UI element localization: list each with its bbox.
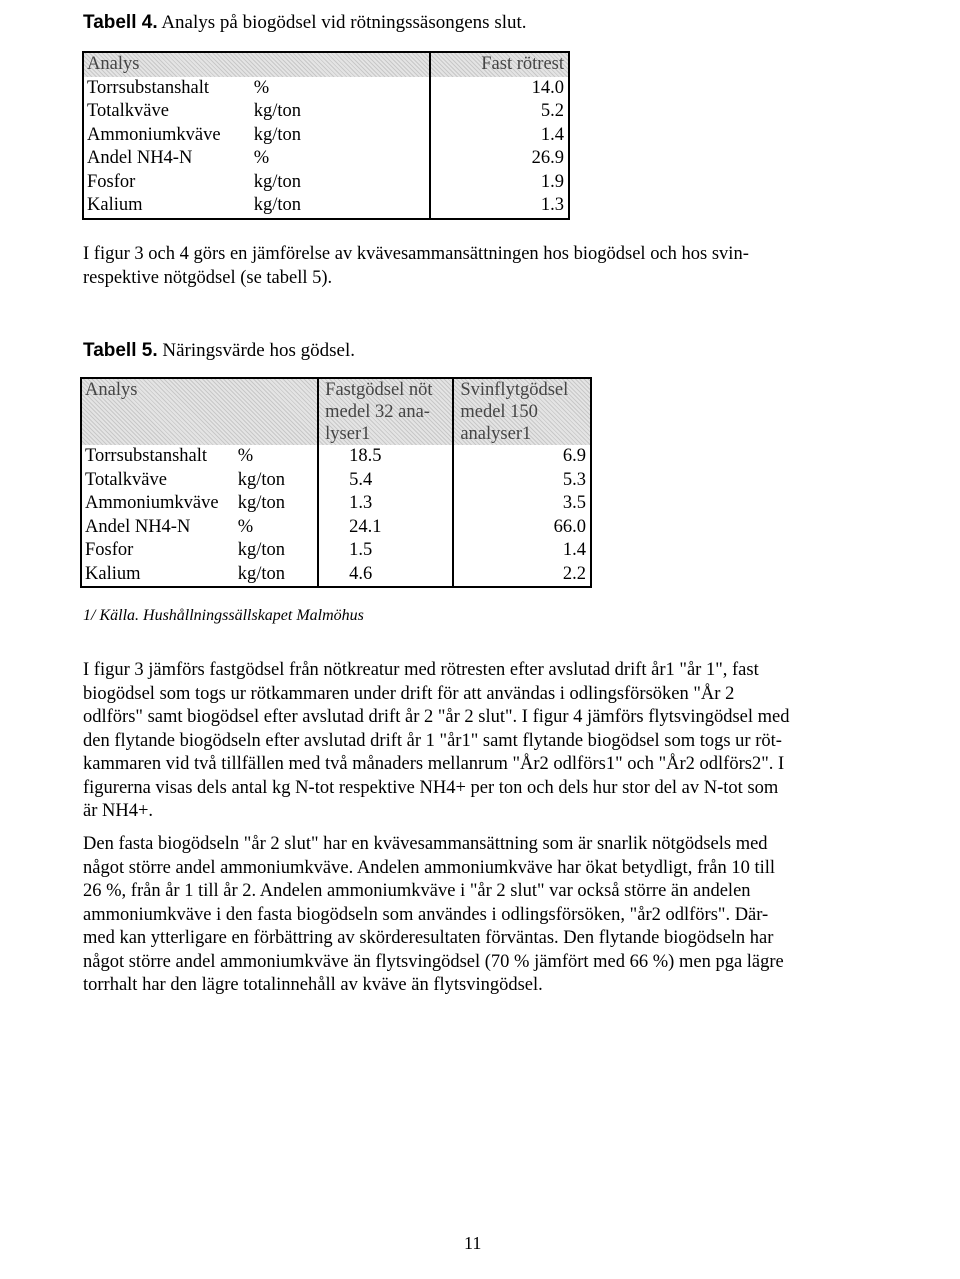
value-fast-rotrest: 26.9 (430, 147, 569, 171)
row-unit: % (237, 446, 254, 466)
table4-row (83, 147, 569, 171)
paragraph-2 (83, 659, 873, 824)
table4 (82, 51, 570, 220)
row-unit: % (253, 148, 270, 168)
intro-paragraph (83, 243, 883, 290)
table5-header-col2-line: analyser1 (460, 424, 532, 444)
row-unit: kg/ton (253, 195, 302, 215)
table5-row (81, 516, 591, 540)
value-fast-rotrest: 1.4 (430, 124, 569, 148)
value-svinflytgodsel: 2.2 (453, 563, 591, 588)
row-unit: kg/ton (253, 171, 302, 192)
table4-row (83, 124, 569, 148)
value-svinflytgodsel: 1.4 (453, 539, 591, 563)
table4-caption (83, 12, 527, 34)
table5-header-row (81, 378, 591, 445)
intro-line: respektive nötgödsel (se tabell 5). (83, 267, 333, 288)
row-label: Totalkväve (85, 469, 167, 490)
row-label: Kalium (85, 563, 141, 584)
value-fastgodsel-not: 24.1 (318, 516, 453, 540)
value-fast-rotrest: 5.2 (430, 100, 569, 124)
row-label: Totalkväve (87, 101, 169, 121)
table4-row (83, 100, 569, 124)
value-svinflytgodsel: 6.9 (453, 445, 591, 469)
paragraph-line: biogödsel som togs ur rötkammaren under drift för att användas i odlingsförsöken "År 2 (83, 683, 735, 704)
table5-header-col1 (318, 378, 453, 445)
table4-row (83, 77, 569, 101)
paragraph-line: något större andel ammoniumkväve. Andelen ammoniumkväve har ökat betydligt, från 10 till (83, 857, 776, 878)
row-label: Torrsubstanshalt (87, 77, 210, 98)
table4-header-row (83, 52, 569, 77)
value-fast-rotrest: 1.3 (430, 194, 569, 219)
value-fast-rotrest: 1.9 (430, 171, 569, 195)
row-unit: kg/ton (237, 493, 285, 513)
paragraph-line: ammoniumkväve i den fasta biogödseln som användes i odlingsförsöken, "år2 odlförs". Där- (83, 904, 769, 925)
paragraph-line: torrhalt har den lägre totalinnehåll av kväve än flytsvingödsel. (83, 975, 543, 995)
paragraph-line: odlförs" samt biogödsel efter avslutad drift år 2 "år 2 slut". I figur 4 jämförs flytsvingödsel med (83, 707, 790, 727)
row-label: Ammoniumkväve (85, 493, 219, 513)
table5-header-col2-line: Svinflytgödsel (460, 380, 569, 400)
value-fastgodsel-not: 18.5 (318, 445, 453, 469)
value-fastgodsel-not: 1.3 (318, 492, 453, 516)
value-fastgodsel-not: 4.6 (318, 563, 453, 588)
table5-caption (83, 340, 355, 362)
value-svinflytgodsel: 3.5 (453, 492, 591, 516)
table5-row (81, 469, 591, 493)
table4-row (83, 194, 569, 219)
table4-caption-label: Tabell 4. (83, 12, 158, 33)
row-unit: kg/ton (237, 563, 285, 584)
table5-row (81, 445, 591, 469)
page-number: 11 (464, 1233, 482, 1253)
row-unit: % (237, 516, 254, 537)
row-unit: kg/ton (237, 540, 285, 560)
table5-header-col1-line: Fastgödsel nöt (325, 380, 433, 400)
row-label: Ammoniumkväve (87, 124, 221, 145)
row-unit: kg/ton (237, 469, 285, 490)
paragraph-line: Den fasta biogödseln "år 2 slut" har en kvävesammansättning som är snarlik nötgödsels med (83, 834, 768, 854)
row-label: Fosfor (85, 540, 134, 560)
intro-line: I figur 3 och 4 görs en jämförelse av kvävesammansättningen hos biogödsel och hos svin- (83, 244, 749, 264)
table5-header-col1-line: lyser1 (325, 424, 371, 444)
paragraph-line: figurerna visas dels antal kg N-tot respektive NH4+ per ton och dels hur stor del av N-tot som (83, 777, 779, 798)
table5-footnote: 1/ Källa. Hushållningssällskapet Malmöhus (83, 607, 364, 624)
row-label: Fosfor (87, 171, 136, 192)
paragraph-3 (83, 833, 873, 998)
row-unit: % (253, 77, 270, 98)
table5-caption-label: Tabell 5. (83, 340, 158, 361)
table5-caption-text: Näringsvärde hos gödsel. (162, 340, 355, 361)
value-fastgodsel-not: 5.4 (318, 469, 453, 493)
paragraph-line: med kan ytterligare en förbättring av skörderesultaten förväntas. Den flytande biogödseln har (83, 928, 774, 948)
table4-header-analys: Analys (87, 54, 140, 74)
table5 (80, 377, 592, 588)
table4-caption-text: Analys på biogödsel vid rötningssäsongens slut. (161, 12, 527, 33)
table5-row (81, 563, 591, 588)
table5-header-col2-line: medel 150 (460, 402, 538, 422)
paragraph-line: kammaren vid två tillfällen med två månaders mellanrum "År2 odlförs1" och "År2 odlförs2". I (83, 754, 785, 774)
row-label: Kalium (87, 195, 143, 215)
value-svinflytgodsel: 5.3 (453, 469, 591, 493)
table5-header-col2 (453, 378, 591, 445)
row-unit: kg/ton (253, 101, 302, 121)
table5-row (81, 492, 591, 516)
table5-row (81, 539, 591, 563)
value-fastgodsel-not: 1.5 (318, 539, 453, 563)
paragraph-line: 26 %, från år 1 till år 2. Andelen ammoniumkväve i "år 2 slut" var också större än andelen (83, 881, 751, 901)
row-unit: kg/ton (253, 124, 302, 145)
paragraph-line: är NH4+. (83, 801, 154, 821)
value-fast-rotrest: 14.0 (430, 77, 569, 101)
table4-header-col1: Fast rötrest (430, 52, 569, 77)
paragraph-line: något större andel ammoniumkväve än flytsvingödsel (70 % jämfört med 66 %) men pga lägre (83, 951, 784, 972)
paragraph-line: I figur 3 jämförs fastgödsel från nötkreatur med rötresten efter avslutad drift år1 "år 1", fast (83, 660, 759, 680)
table4-row (83, 171, 569, 195)
table5-header-analys: Analys (85, 380, 138, 400)
paragraph-line: den flytande biogödseln efter avslutad drift år 1 "år1" samt flytande biogödsel som togs ur röt- (83, 730, 782, 751)
table5-header-col1-line: medel 32 ana- (325, 402, 430, 422)
row-label: Andel NH4-N (87, 148, 193, 168)
row-label: Andel NH4-N (85, 516, 191, 537)
row-label: Torrsubstanshalt (85, 446, 208, 466)
value-svinflytgodsel: 66.0 (453, 516, 591, 540)
